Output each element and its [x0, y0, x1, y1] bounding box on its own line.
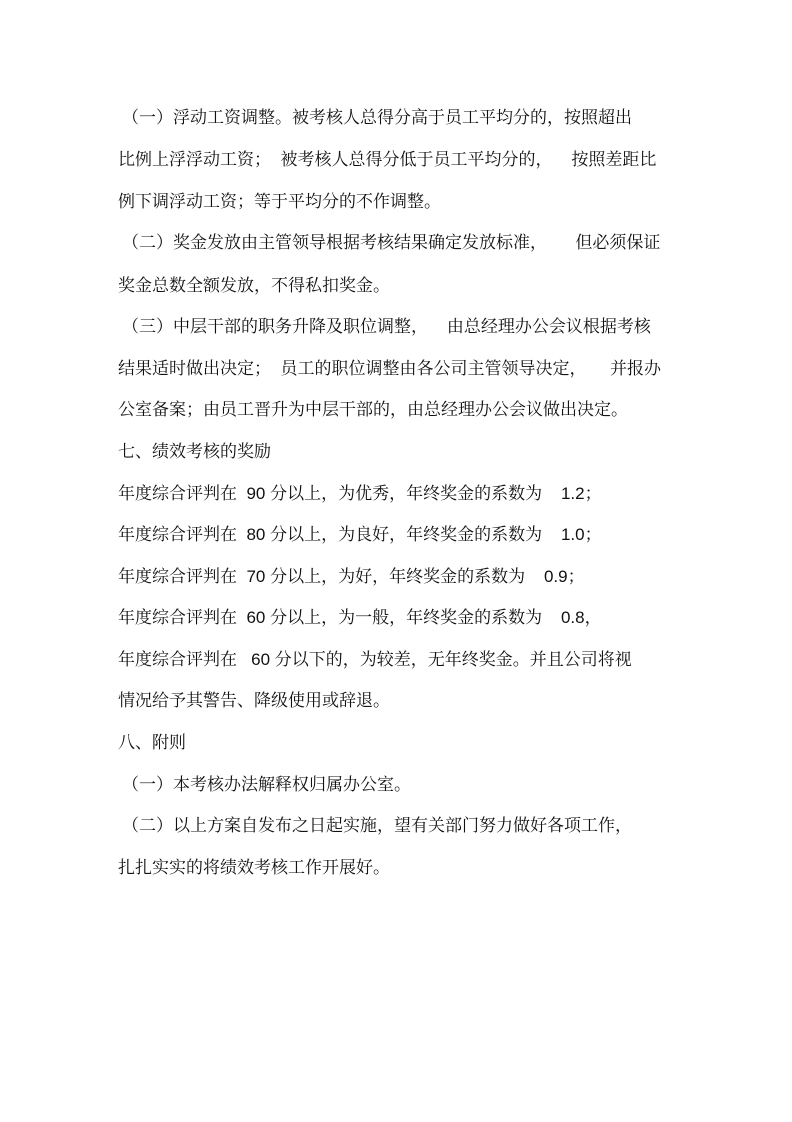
paragraph-line: 比例上浮浮动工资； 被考核人总得分低于员工平均分的， 按照差距比 — [118, 150, 657, 169]
paragraph-line: 奖金总数全额发放，不得私扣奖金。 — [118, 276, 390, 295]
paragraph-line: （一）本考核办法解释权归属办公室。 — [122, 775, 411, 794]
paragraph-line: （三）中层干部的职务升降及职位调整， 由总经理办公会议根据考核 — [122, 317, 651, 336]
paragraph-line: 年度综合评判在 70 分以上，为好，年终奖金的系数为 0.9； — [118, 567, 585, 586]
paragraph-line: 年度综合评判在 90 分以上，为优秀，年终奖金的系数为 1.2； — [118, 484, 602, 503]
paragraph-line: 年度综合评判在 60 分以上，为一般，年终奖金的系数为 0.8， — [118, 608, 602, 627]
paragraph-line: 年度综合评判在 80 分以上，为良好，年终奖金的系数为 1.0； — [118, 525, 602, 544]
section-heading: 七、绩效考核的奖励 — [118, 442, 271, 461]
paragraph-line: 扎扎实实的将绩效考核工作开展好。 — [118, 858, 390, 877]
paragraph-line: 例下调浮动工资；等于平均分的不作调整。 — [118, 192, 441, 211]
paragraph-line: （二）奖金发放由主管领导根据考核结果确定发放标准， 但必须保证 — [122, 233, 661, 252]
paragraph-line: （二）以上方案自发布之日起实施，望有关部门努力做好各项工作， — [122, 816, 632, 835]
paragraph-line: 年度综合评判在 60 分以下的，为较差，无年终奖金。并且公司将视 — [118, 650, 632, 669]
section-heading: 八、附则 — [118, 733, 186, 752]
paragraph-line: 情况给予其警告、降级使用或辞退。 — [118, 691, 390, 710]
paragraph-line: 结果适时做出决定； 员工的职位调整由各公司主管领导决定， 并报办 — [118, 359, 662, 378]
paragraph-line: 公室备案；由员工晋升为中层干部的，由总经理办公会议做出决定。 — [118, 400, 628, 419]
paragraph-line: （一）浮动工资调整。被考核人总得分高于员工平均分的，按照超出 — [122, 108, 632, 127]
